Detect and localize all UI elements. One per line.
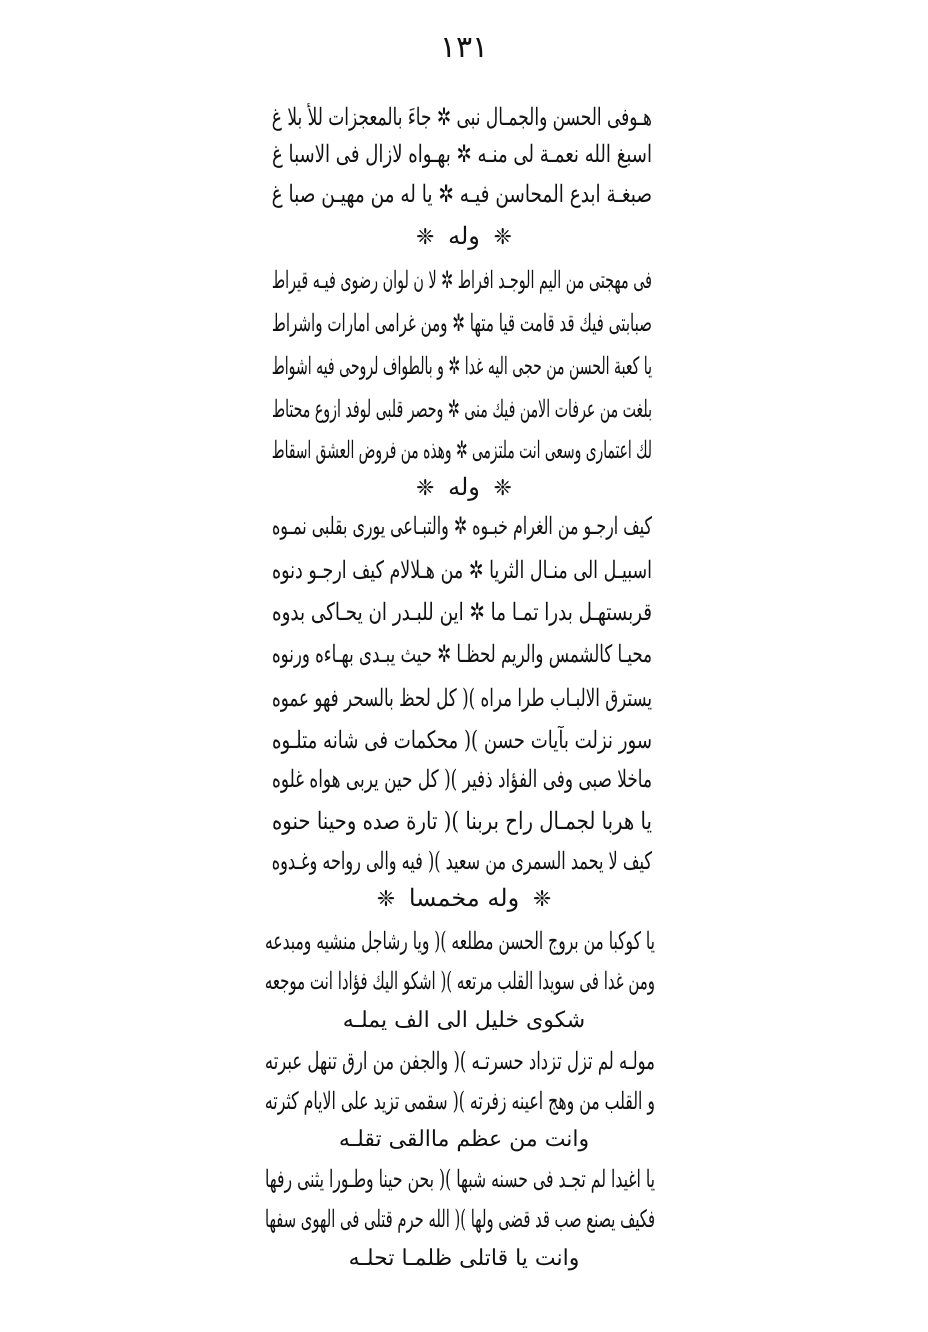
verse-line: صبابتى فيك قد قامت قيا متها ✲ ومن غرامى امارات واشراط — [272, 309, 652, 337]
verse-line: بلغت من عرفات الامن فيك منى ✲ وحصر قلبى لوفد ازوع محتاط — [272, 395, 652, 423]
heading-text: وله — [448, 222, 480, 250]
verse-line: مولـه لم تزل تزداد حسرتـه )( والجفن من ارق تنهل عبرته — [265, 1047, 655, 1075]
verse-line: هـوفى الحسن والجمـال نبى ✲ جاءَ بالمعجزات للأ بلا غ — [272, 103, 652, 131]
verse-line: اسبيـل الى منـال الثريا ✲ من هـلالام كيف ارجـو دنوه — [272, 556, 652, 584]
ornament-right: ❈ — [493, 225, 512, 250]
verse-line: سور نزلت بآيات حسن )( محكمات فى شانه متلـوه — [272, 726, 652, 754]
verse-line: اسبغ الله نعمـة لى منـه ✲ بهـواه لازال فى الاسبا غ — [272, 140, 652, 168]
ornament-left: ❈ — [376, 887, 396, 912]
refrain-line: وانت من عظم ماالقى تقلـه — [338, 1127, 590, 1152]
section-heading — [0, 884, 928, 912]
verse-line: و القلب من وهج اعينه زفرته )( سقمى تزيد على الايام كثرته — [265, 1087, 655, 1115]
verse-line: ماخلا صبى وفى الفؤاد ذفير )( كل حين يربى هواه غلوه — [272, 765, 652, 793]
verse-line: لك اعتمارى وسعى انت ملتزمى ✲ وهذه من فروض العشق اسقاط — [272, 436, 652, 464]
verse-line: كيف ارجـو من الغرام خبـوه ✲ والتبـاعى يورى بقلبى نمـوه — [272, 512, 652, 540]
verse-line: يسترق الالبـاب طرا مراه )( كل لحظ بالسحر فهو عموه — [272, 684, 652, 712]
heading-text: وله مخمسا — [408, 884, 520, 912]
verse-line: ومن غدا فى سويدا القلب مرتعه )( اشكو اليك فؤادا انت موجعه — [265, 967, 655, 995]
verse-line: فى مهجتى من اليم الوجـد افراط ✲ لا ن لوان رضوى فيـه قيراط — [272, 266, 652, 294]
verse-line: محيـا كالشمس والريم لحظـا ✲ حيث يبـدى بهـاءه ورنوه — [272, 640, 652, 668]
verse-line: يا كوكبا من بروج الحسن مطلعه )( ويا رشاجل منشيه ومبدعه — [264, 927, 655, 955]
heading-text: وله — [448, 473, 480, 501]
ornament-left: ❈ — [416, 225, 435, 250]
verse-line: يا اغيدا لم تجـد فى حسنه شبها )( بحن حينا وطـورا يثنى رفها — [265, 1165, 655, 1193]
refrain-line: وانت يا قاتلى ظلمـا تحلـه — [348, 1246, 580, 1271]
verse-line: قربستهـل بدرا تمـا ما ✲ اين للبـدر ان يحـاكى بدوه — [272, 598, 652, 626]
verse-line: يا كعبة الحسن من حجى اليه غدا ✲ و بالطواف لروحى فيه اشواط — [272, 352, 652, 380]
section-heading — [0, 222, 928, 250]
page-number: ١٣١ — [439, 30, 489, 65]
verse-line: يا هربا لجمـال راح بربنا )( تارة صده وحينا حنوه — [272, 807, 652, 835]
verse-line: صبغـة ابدع المحاسن فيـه ✲ يا له من مهيـن صبا غ — [272, 180, 652, 208]
refrain-line: شكوى خليل الى الف يملـه — [342, 1008, 586, 1033]
ornament-left: ❈ — [416, 476, 435, 501]
verse-line: كيف لا يحمد السمرى من سعيد )( فيه والى رواحه وغـدوه — [272, 847, 652, 875]
ornament-right: ❈ — [532, 887, 552, 912]
verse-line: فكيف يصنع صب قد قضى ولها )( الله حرم قتلى فى الهوى سفها — [265, 1205, 655, 1233]
section-heading — [0, 473, 928, 501]
ornament-right: ❈ — [493, 476, 512, 501]
